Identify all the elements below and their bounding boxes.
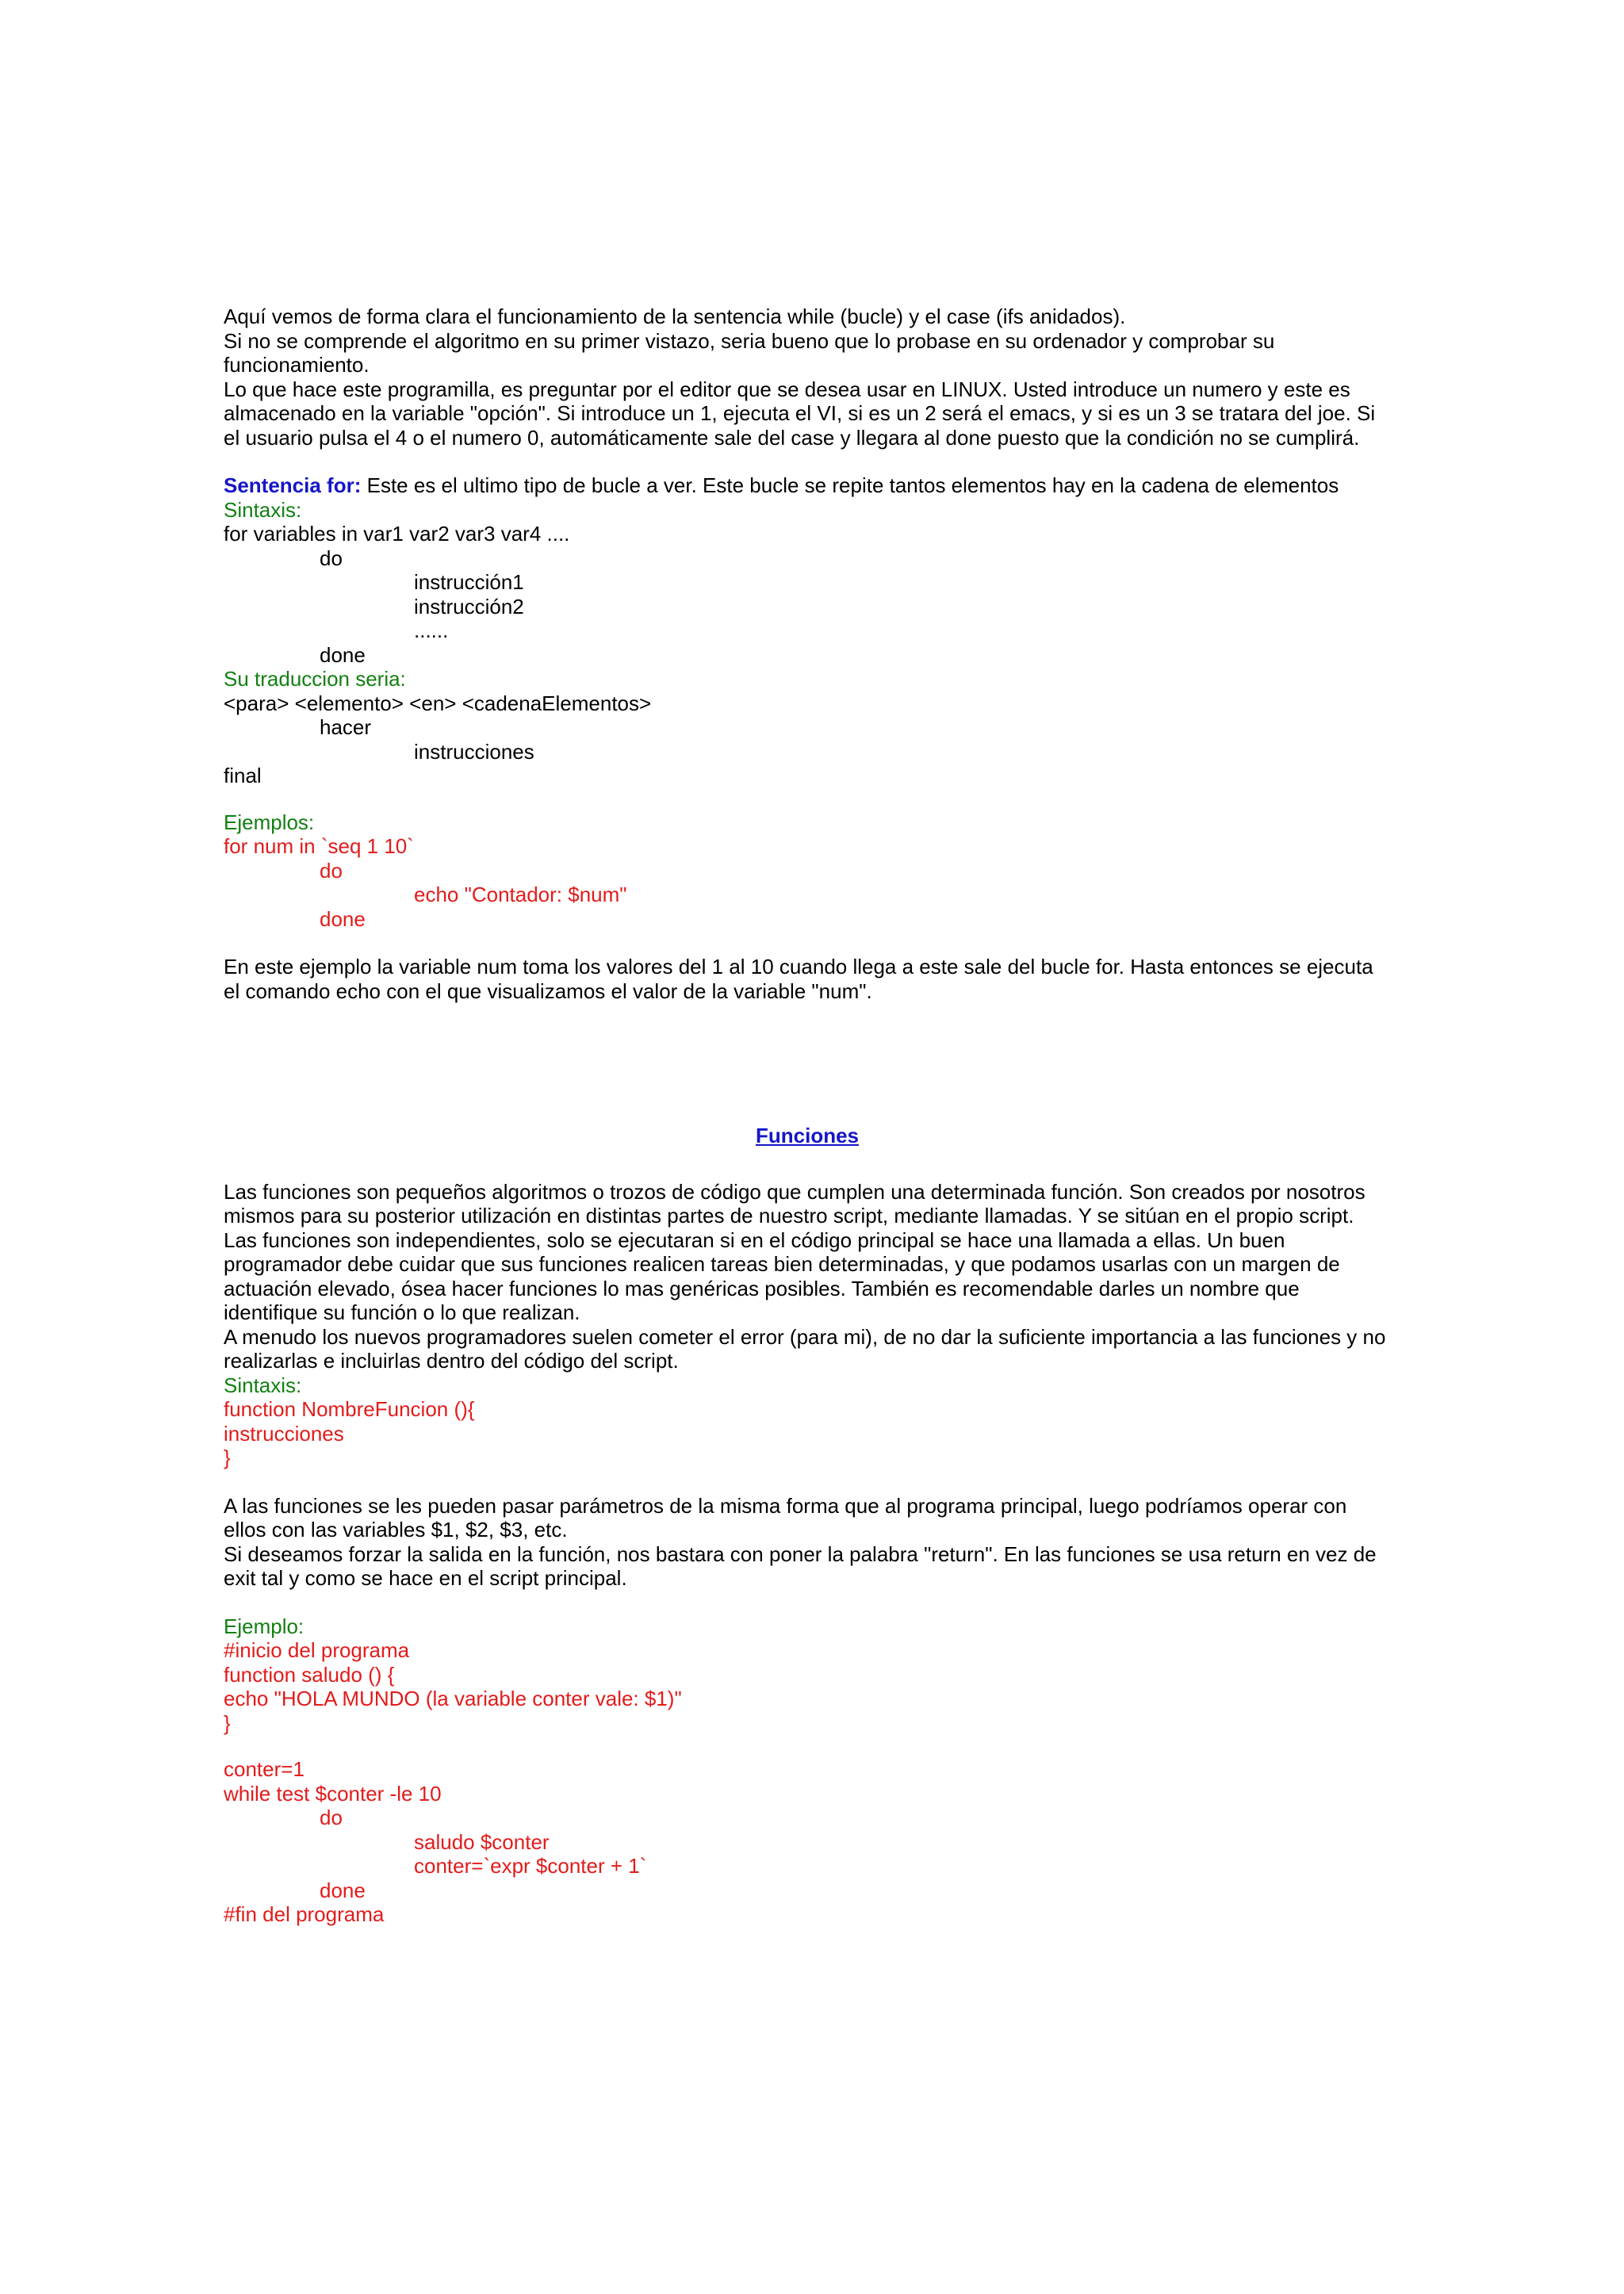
spacer — [224, 1148, 1391, 1180]
functions-example-line: saludo $conter — [414, 1829, 550, 1854]
functions-example-line: function saludo () { — [224, 1662, 395, 1687]
document-page — [224, 304, 1391, 1927]
spacer — [224, 1470, 1391, 1494]
functions-paragraph-3: A menudo los nuevos programadores suelen cometer el error (para mi), de no dar la suficiente importancia a las funciones y no realizarlas e incluirlas dentro del código del script. — [224, 1324, 1386, 1373]
intro-paragraph-1: Aquí vemos de forma clara el funcionamiento de la sentencia while (bucle) y el case (ifs anidados). — [224, 304, 1126, 328]
intro-paragraph-3: Lo que hace este programilla, es preguntar por el editor que se desea usar en LINUX. Usted introduce un numero y este es almacenado en la variable "opción". Si introduce un 1, ejecuta el VI, si es un 2 será el emacs, y si es un 3 se tratara del joe. Si el usuario pulsa el 4 o el numero 0, automáticamente sale del case y llegara al done puesto que la condición no se cumplirá. — [224, 377, 1376, 450]
for-examples-label: Ejemplos: — [224, 810, 315, 834]
functions-syntax-line: } — [224, 1446, 231, 1469]
for-translation-line: hacer — [320, 715, 372, 739]
for-translation-line: instrucciones — [414, 739, 534, 764]
for-translation-line: <para> <elemento> <en> <cadenaElementos> — [224, 691, 652, 715]
functions-paragraph-5: Si deseamos forzar la salida en la función, nos bastara con poner la palabra "return". En las funciones se usa return en vez de exit tal y como se hace en el script principal. — [224, 1541, 1377, 1590]
functions-example-line: done — [320, 1878, 366, 1902]
functions-example-line: conter=1 — [224, 1757, 304, 1781]
for-syntax-line: done — [320, 642, 366, 667]
functions-paragraph-1: Las funciones son pequeños algoritmos o trozos de código que cumplen una determinada función. Son creados por nosotros mismos para su posterior utilización en distintas partes de nuestro script, mediante llamadas. Y se sitúan en el propio script. — [224, 1179, 1365, 1227]
functions-syntax-line: function NombreFuncion (){ — [224, 1397, 475, 1421]
functions-syntax-label: Sintaxis: — [224, 1373, 302, 1397]
for-translation-label: Su traduccion seria: — [224, 667, 406, 691]
for-syntax-line: instrucción1 — [414, 570, 524, 594]
functions-paragraph-2: Las funciones son independientes, solo se ejecutaran si en el código principal se hace una llamada a ellas. Un buen programador debe cuidar que sus funciones realicen tareas bien determinadas, y que podamos usarlas con un margen de actuación elevado, ósea hacer funciones lo mas genéricas posibles. También es recomendable darles un nombre que identifique su función o lo que realizan. — [224, 1227, 1340, 1324]
functions-example-label: Ejemplo: — [224, 1614, 304, 1638]
for-example-line: do — [320, 858, 343, 883]
for-syntax-line: for variables in var1 var2 var3 var4 .... — [224, 522, 570, 546]
functions-example-line: do — [320, 1806, 343, 1829]
spacer — [224, 1591, 1391, 1614]
for-syntax-line: ...... — [414, 618, 449, 642]
for-syntax-line: do — [320, 546, 343, 570]
spacer — [224, 931, 1391, 955]
functions-example-line: while test $conter -le 10 — [224, 1781, 442, 1806]
spacer — [224, 1735, 1391, 1757]
for-heading-text: Este es el ultimo tipo de bucle a ver. Este bucle se repite tantos elementos hay en la cadena de elementos — [361, 473, 1339, 497]
functions-example-line: echo "HOLA MUNDO (la variable conter vale: $1)" — [224, 1687, 682, 1710]
functions-example-line: conter=`expr $conter + 1` — [414, 1854, 647, 1878]
for-example-line: for num in `seq 1 10` — [224, 834, 414, 858]
functions-title-row — [224, 1124, 1391, 1148]
functions-example-line: #fin del programa — [224, 1902, 385, 1926]
for-example-line: echo "Contador: $num" — [414, 883, 627, 906]
for-explanation: En este ejemplo la variable num toma los valores del 1 al 10 cuando llega a este sale del bucle for. Hasta entonces se ejecuta el comando echo con el que visualizamos el valor de la variable "num". — [224, 955, 1373, 1003]
functions-title-link[interactable]: Funciones — [755, 1124, 859, 1147]
for-translation-line: final — [224, 764, 262, 787]
for-heading-line — [224, 473, 1391, 498]
for-example-line: done — [320, 906, 366, 931]
intro-paragraph-2: Si no se comprende el algoritmo en su primer vistazo, seria bueno que lo probase en su ordenador y comprobar su funcionamiento. — [224, 328, 1275, 377]
spacer — [224, 1003, 1391, 1124]
functions-syntax-line: instrucciones — [224, 1421, 344, 1446]
for-heading: Sentencia for: — [224, 473, 362, 497]
spacer — [224, 788, 1391, 810]
spacer — [224, 450, 1391, 473]
functions-example-line: #inicio del programa — [224, 1638, 410, 1662]
for-syntax-line: instrucción2 — [414, 594, 524, 618]
for-syntax-label: Sintaxis: — [224, 497, 302, 522]
functions-example-line: } — [224, 1710, 231, 1735]
functions-paragraph-4: A las funciones se les pueden pasar parámetros de la misma forma que al programa principal, luego podríamos operar con ellos con las variables $1, $2, $3, etc. — [224, 1493, 1347, 1541]
